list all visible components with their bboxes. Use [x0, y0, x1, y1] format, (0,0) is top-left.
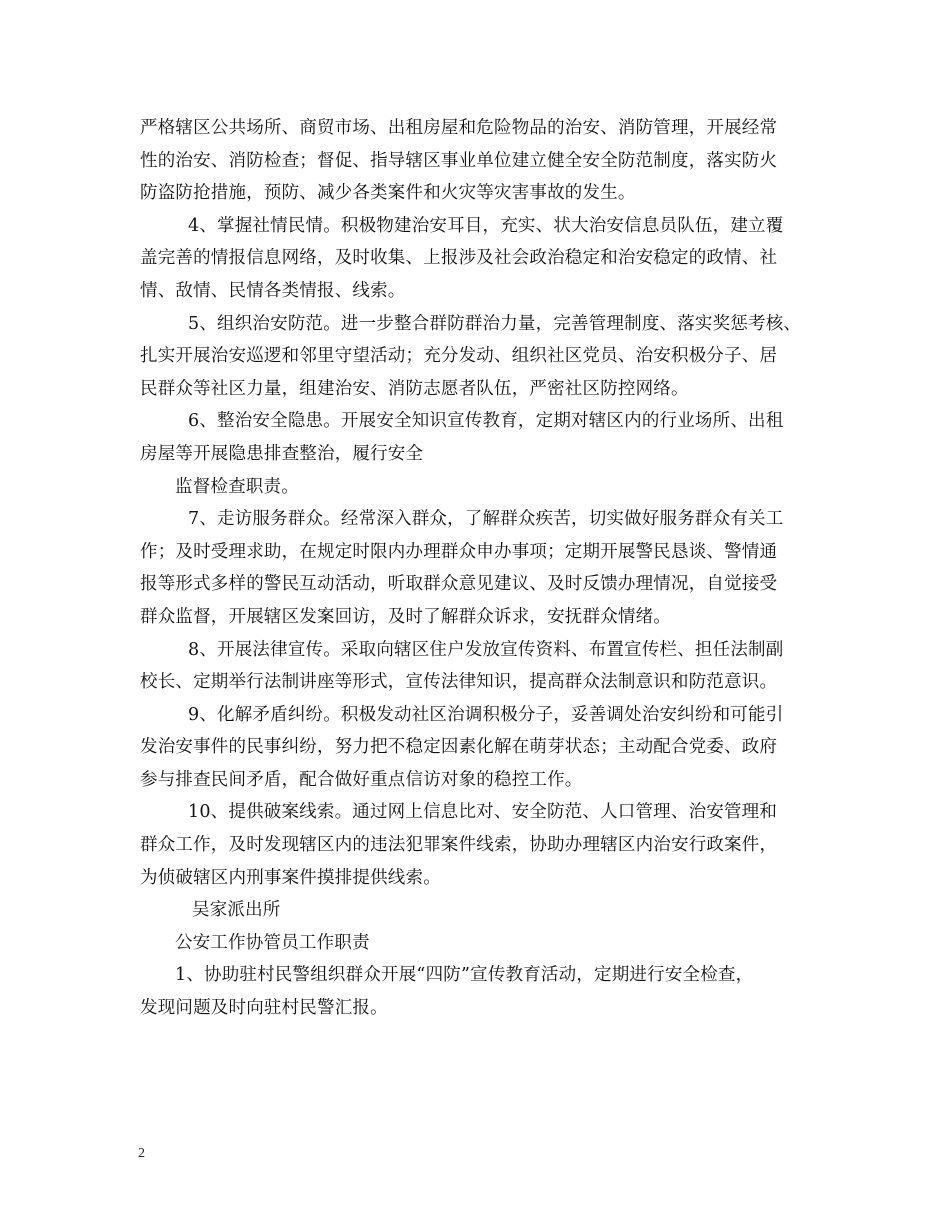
- text-line: 性的治安、消防检查；督促、指导辖区事业单位建立健全安全防范制度，落实防火: [140, 150, 778, 171]
- text-line: 5、组织治安防范。进一步整合群防群治力量，完善管理制度、落实奖惩考核、: [188, 313, 802, 334]
- text-line: 严格辖区公共场所、商贸市场、出租房屋和危险物品的治安、消防管理，开展经常: [140, 118, 778, 138]
- text-line: 群众工作，及时发现辖区内的违法犯罪案件线索，协助办理辖区内治安行政案件，: [140, 835, 778, 856]
- text-line: 房屋等开展隐患排查整治，履行安全: [140, 443, 424, 464]
- text-line: 1、协助驻村民警组织群众开展“四防”宣传教育活动，定期进行安全检查，: [175, 965, 754, 986]
- text-line: 参与排查民间矛盾，配合做好重点信访对象的稳控工作。: [140, 769, 583, 790]
- text-line: 9、化解矛盾纠纷。积极发动社区治调积极分子，妥善调处治安纠纷和可能引: [188, 704, 784, 725]
- section-heading: 公安工作协管员工作职责: [175, 932, 370, 953]
- text-line: 盖完善的情报信息网络，及时收集、上报涉及社会政治稳定和治安稳定的政情、社: [140, 248, 778, 269]
- text-line: 报等形式多样的警民互动活动，听取群众意见建议、及时反馈办理情况，自觉接受: [140, 574, 778, 595]
- text-line: 6、整治安全隐患。开展安全知识宣传教育，定期对辖区内的行业场所、出租: [188, 411, 784, 432]
- text-line: 发现问题及时向驻村民警汇报。: [140, 998, 388, 1019]
- text-line: 监督检查职责。: [175, 476, 299, 497]
- text-line: 民群众等社区力量，组建治安、消防志愿者队伍，严密社区防控网络。: [140, 378, 689, 399]
- text-line: 8、开展法律宣传。采取向辖区住户发放宣传资料、布置宣传栏、担任法制副: [188, 639, 784, 660]
- text-line: 情、敌情、民情各类情报、线索。: [140, 280, 406, 301]
- text-line: 作；及时受理求助，在规定时限内办理群众申办事项；定期开展警民恳谈、警情通: [140, 541, 778, 562]
- organization-signature: 吴家派出所: [192, 900, 281, 921]
- body-text-block: [140, 112, 830, 1025]
- document-body: [140, 112, 830, 1025]
- text-line: 4、掌握社情民情。积极物建治安耳目，充实、状大治安信息员队伍，建立覆: [188, 215, 784, 236]
- text-line: 10、提供破案线索。通过网上信息比对、安全防范、人口管理、治安管理和: [188, 802, 778, 823]
- text-line: 为侦破辖区内刑事案件摸排提供线索。: [140, 867, 441, 888]
- text-line: 校长、定期举行法制讲座等形式，宣传法律知识，提高群众法制意识和防范意识。: [140, 672, 778, 693]
- text-line: 发治安事件的民事纠纷，努力把不稳定因素化解在萌芽状态；主动配合党委、政府: [140, 737, 778, 758]
- text-line: 防盗防抢措施，预防、减少各类案件和火灾等灾害事故的发生。: [140, 183, 636, 204]
- text-line: 7、走访服务群众。经常深入群众，了解群众疾苦，切实做好服务群众有关工: [188, 509, 784, 530]
- text-line: 群众监督，开展辖区发案回访，及时了解群众诉求，安抚群众情绪。: [140, 606, 671, 627]
- page-number: 2: [138, 1146, 145, 1161]
- text-line: 扎实开展治安巡逻和邻里守望活动；充分发动、组织社区党员、治安积极分子、居: [140, 346, 778, 367]
